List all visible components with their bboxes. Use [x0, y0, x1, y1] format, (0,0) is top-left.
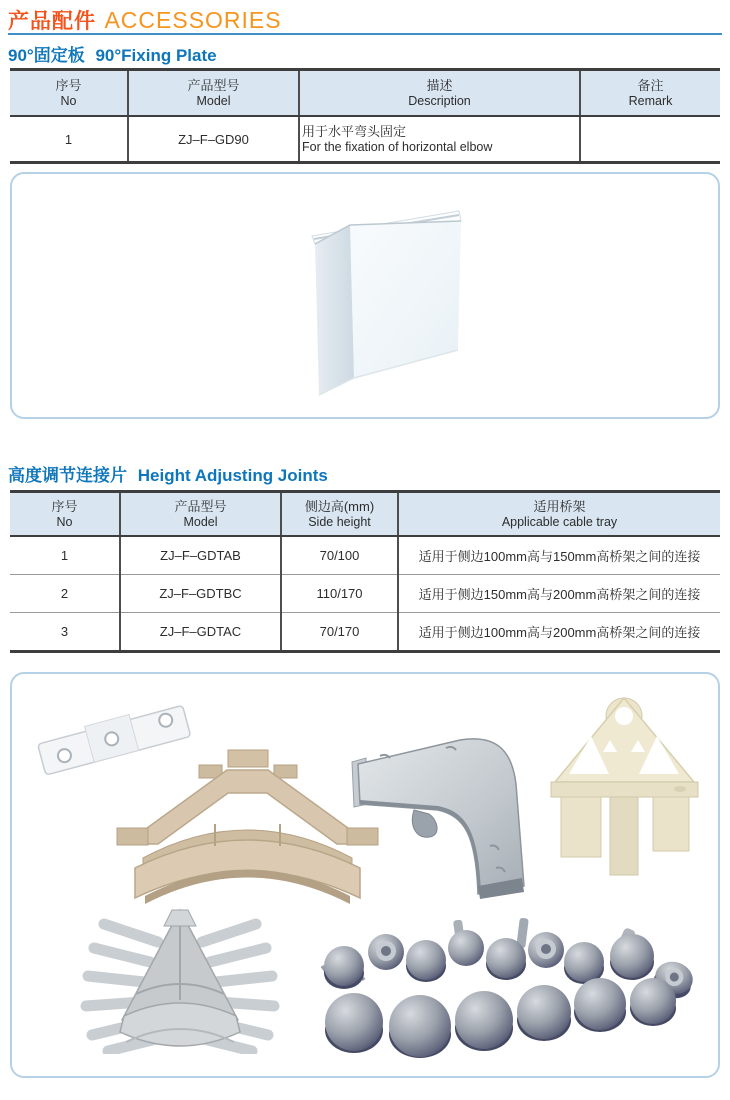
col-header-no: 序号 No: [10, 492, 120, 537]
page-title-en: ACCESSORIES: [104, 7, 282, 33]
fan-bracket-illustration: [78, 902, 283, 1054]
arch-bracket-illustration: [115, 740, 380, 908]
cell-no: 1: [60, 548, 69, 563]
table-header-row: [10, 70, 720, 117]
triangle-joint-photo: [547, 688, 702, 883]
table-row: [10, 536, 720, 575]
table-header-row: [10, 492, 720, 537]
triangle-joint-illustration: [547, 688, 702, 878]
cell-side-height: 110/170: [281, 575, 398, 613]
cell-model: ZJ–F–GDTAB: [120, 536, 281, 575]
page-title: [8, 5, 282, 35]
table-row: [10, 613, 720, 652]
cell-model: ZJ–F–GD90: [128, 116, 299, 163]
section2-heading-zh: 高度调节连接片: [8, 466, 127, 485]
corner-plate-illustration: [262, 198, 477, 398]
rivet-pile-illustration: [312, 904, 717, 1072]
cell-model: ZJ–F–GDTBC: [120, 575, 281, 613]
cell-applicable-tray: 适用于侧边100mm高与200mm高桥架之间的连接: [398, 613, 720, 652]
cell-model: ZJ–F–GDTAC: [120, 613, 281, 652]
cell-no: 1: [64, 131, 73, 147]
title-divider-rule: [8, 33, 722, 35]
table-row: [10, 575, 720, 613]
fixing-plate-table: [10, 68, 720, 164]
col-header-no: 序号 No: [10, 70, 128, 117]
cell-side-height: 70/170: [281, 613, 398, 652]
section-heading-height-adjusting: [8, 461, 328, 486]
rivet-pile-photo: [312, 904, 717, 1077]
section-heading-fixing-plate: [8, 41, 217, 66]
cell-description: 用于水平弯头固定 For the fixation of horizontal elbow: [299, 116, 580, 163]
curved-elbow-illustration: [350, 716, 545, 901]
height-adjusting-photo-panel: [10, 672, 720, 1078]
cell-no: 2: [10, 575, 120, 613]
table-row: [10, 116, 720, 163]
cell-applicable-tray: 适用于侧边100mm高与150mm高桥架之间的连接: [398, 536, 720, 575]
section2-heading-en: Height Adjusting Joints: [137, 466, 328, 485]
height-adjusting-table: [10, 490, 720, 653]
col-header-side-height: 侧边高(mm) Side height: [281, 492, 398, 537]
fixing-plate-photo-panel: [10, 172, 720, 419]
col-header-model: 产品型号 Model: [120, 492, 281, 537]
section1-heading-en: 90°Fixing Plate: [95, 46, 217, 65]
arch-bracket-photo: [115, 740, 380, 913]
page-title-zh: 产品配件: [8, 10, 96, 33]
section1-heading-zh: 90°固定板: [8, 46, 85, 65]
fan-bracket-photo: [78, 902, 283, 1059]
col-header-remark: 备注 Remark: [580, 70, 720, 117]
col-header-applicable-tray: 适用桥架 Applicable cable tray: [398, 492, 720, 537]
col-header-model: 产品型号 Model: [128, 70, 299, 117]
cell-no: 3: [10, 613, 120, 652]
cell-applicable-tray: 适用于侧边150mm高与200mm高桥架之间的连接: [398, 575, 720, 613]
cell-remark: [580, 116, 720, 163]
col-header-description: 描述 Description: [299, 70, 580, 117]
cell-side-height: 70/100: [281, 536, 398, 575]
fixing-plate-photo: [262, 198, 477, 403]
curved-elbow-photo: [350, 716, 545, 906]
